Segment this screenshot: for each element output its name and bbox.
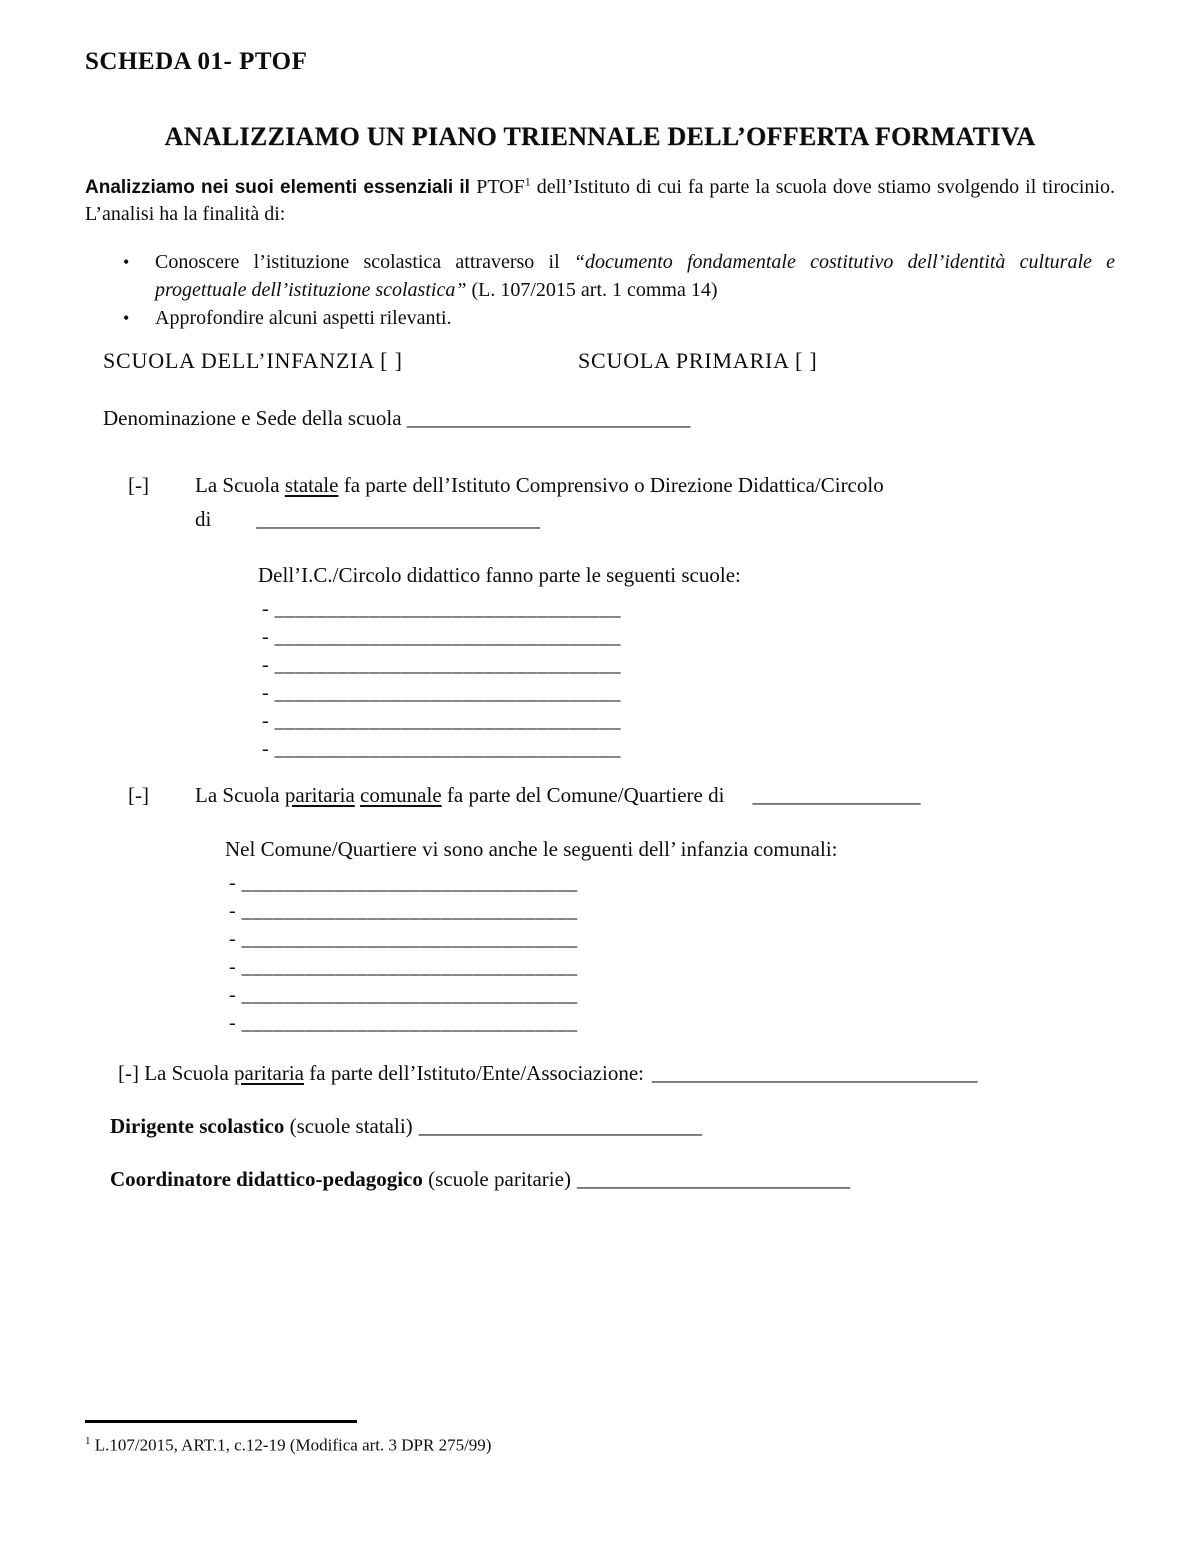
pc-pre: La Scuola [195,783,285,807]
doc-title: ANALIZZIAMO UN PIANO TRIENNALE DELL’OFFERTA FORMATIVA [164,122,1036,151]
comune-sub-header: Nel Comune/Quartiere vi sono anche le seguenti dell’ infanzia comunali: [225,837,838,861]
bullet1-post: (L. 107/2015 art. 1 comma 14) [466,279,718,301]
item-scuola-statale [85,471,1115,763]
school-type-infanzia [103,348,578,374]
primaria-checkbox: [ ] [794,348,818,373]
school-type-primaria [578,348,818,373]
school-type-row [103,348,1115,374]
bullet1-quote-italic: “documento fondamentale costitutivo dell’identità culturale e progettuale dell’istituzione scolastica” [155,251,1115,301]
bullet-list [123,248,1115,332]
footnote-rule [85,1420,357,1423]
blank-line: - ________________________________ [229,872,578,894]
item-paritaria-comunale-body [195,781,1005,1037]
infanzia-label: SCUOLA DELL’INFANZIA [103,348,381,373]
di-row [195,505,1005,533]
di-label: di [195,507,212,531]
coordinatore-row [110,1167,1115,1192]
coordinatore-blank: __________________________ [576,1167,850,1191]
paritaria-comunale-line [195,781,1005,809]
ip-underlined: paritaria [234,1061,304,1085]
coordinatore-rest: (scuole paritarie) [422,1167,571,1191]
blank-line: - ________________________________ [229,900,578,922]
denominazione-blank: ___________________________ [406,406,691,430]
blank-line: - ________________________________ [229,956,578,978]
ip-post: fa parte dell’Istituto/Ente/Associazione: [304,1061,644,1085]
blank-line: - ________________________________ [229,1012,578,1034]
dirigente-bold-label: Dirigente scolastico [110,1114,285,1138]
blank-line: - ________________________________ [229,928,578,950]
dash-marker: [-] [118,1061,139,1085]
blank-line: - _________________________________ [262,598,622,620]
denominazione-label: Denominazione e Sede della scuola [103,406,407,430]
dash-marker: [-] [128,473,149,497]
pc-underlined-comunale: comunale [360,783,442,807]
blank-line: - ________________________________ [229,984,578,1006]
infanzia-checkbox: [ ] [380,348,403,373]
dirigente-row [110,1114,1115,1139]
ip-blank: _______________________________ [651,1061,978,1085]
footnote [85,1420,785,1457]
dirigente-rest: (scuole statali) [284,1114,413,1138]
statale-underlined: statale [284,473,339,497]
ptof-label: PTOF [476,176,525,198]
blank-line: - _________________________________ [262,682,622,704]
comune-sub-block [225,835,1005,1037]
footnote-ref-marker: 1 [524,174,531,189]
bullet-icon: • [123,308,130,328]
dash-marker: [-] [128,783,149,807]
ip-pre: La Scuola [138,1061,235,1085]
statale-pre: La Scuola [195,473,285,497]
footnote-body: L.107/2015, ART.1, c.12-19 (Modifica art. 3 DPR 275/99) [90,1435,492,1455]
blank-line: - _________________________________ [262,654,622,676]
coordinatore-bold-label: Coordinatore didattico-pedagogico [110,1167,423,1191]
di-blank: ___________________________ [256,507,540,531]
denominazione-row [103,406,1115,431]
intro-paragraph [85,174,1115,228]
footnote-text [85,1430,785,1457]
primaria-label: SCUOLA PRIMARIA [578,348,795,373]
blank-line: - _________________________________ [262,738,622,760]
blank-line: - _________________________________ [262,626,622,648]
doc-header: SCHEDA 01- PTOF [85,48,308,75]
footnote-ref: 1 [85,1435,91,1447]
intro-lead-bold: Analizziamo nei suoi elementi essenziali il [85,177,477,198]
item-statale-body [195,471,1005,763]
blank-line: - _________________________________ [262,710,622,732]
bullet-item-conoscere [123,248,1115,304]
intro-rest: dell’Istituto di cui fa parte la scuola dove stiamo svolgendo il tirocinio. L’analisi ha la finalità di: [85,176,1115,225]
bullet-text: Approfondire alcuni aspetti rilevanti. [155,307,452,329]
bullet1-pre: Conoscere l’istituzione scolastica attraverso il [155,251,574,273]
comune-blank-lines [229,869,1005,1037]
pc-underlined-paritaria: paritaria [284,783,355,807]
bullet-item-approfondire [123,304,1115,332]
ic-sub-header: Dell’I.C./Circolo didattico fanno parte le seguenti scuole: [258,563,741,587]
pc-post: fa parte del Comune/Quartiere di [441,783,725,807]
bullet-text [155,248,1115,304]
statale-line [195,471,1005,499]
item-scuola-paritaria [118,1061,1115,1086]
statale-post: fa parte dell’Istituto Comprensivo o Direzione Didattica/Circolo [338,473,884,497]
pc-blank: ________________ [752,783,921,807]
ic-sub-block [258,561,1005,763]
ic-blank-lines [262,595,1005,763]
dirigente-blank: ___________________________ [418,1114,703,1138]
item-scuola-paritaria-comunale [85,781,1115,1037]
bullet-icon: • [123,252,130,272]
